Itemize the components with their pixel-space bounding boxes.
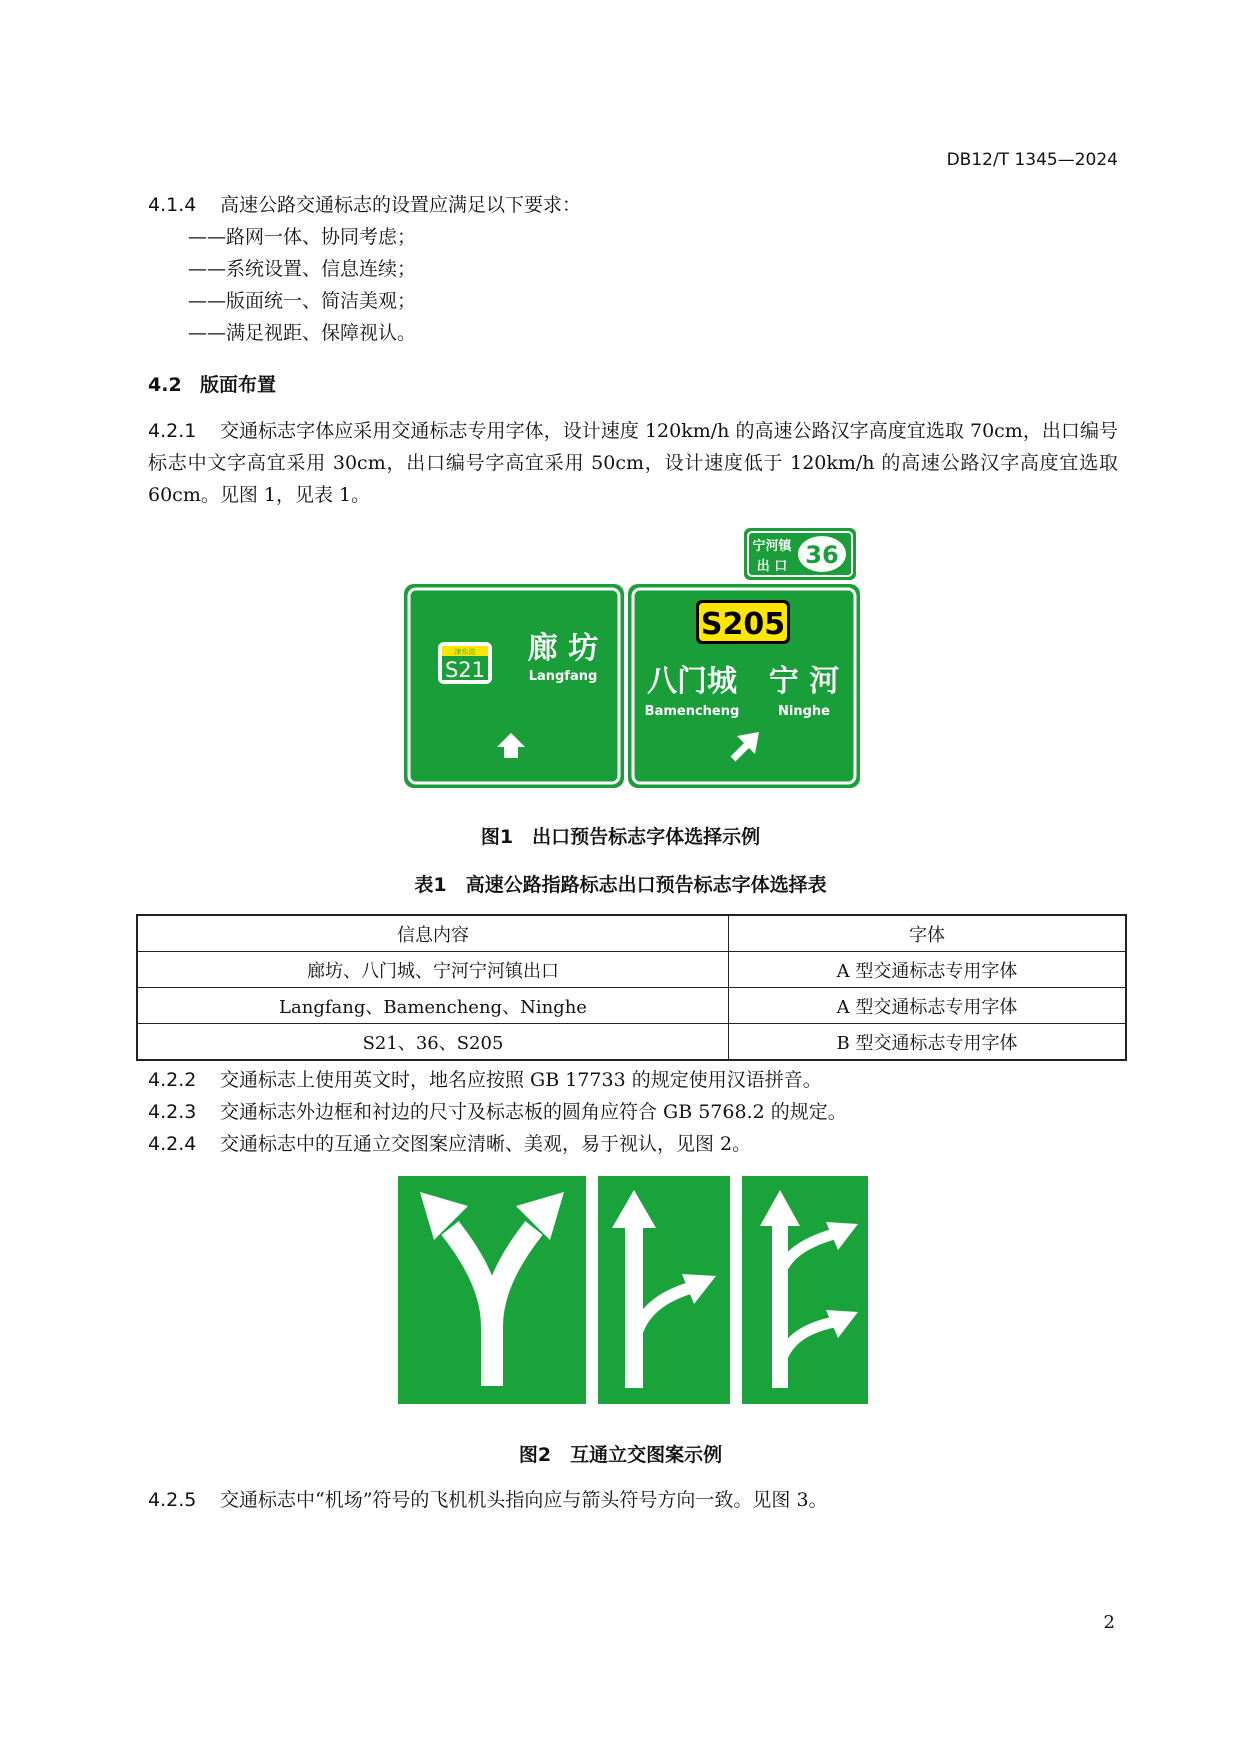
figure-2-caption: 图2 互通立交图案示例 xyxy=(518,1444,723,1466)
document-code: DB12/T 1345—2024 xyxy=(946,150,1118,170)
figure-1-exit-sign xyxy=(400,526,862,790)
clause-text: 交通标志字体应采用交通标志专用字体，设计速度 120km/h 的高速公路汉字高度宜选取 70cm，出口编号标志中文字高宜采用 30cm，出口编号字高宜采用 50cm，设计速度低于 120km/h 的高速公路汉字高度宜选取 60cm。见图 1，见表 1。 xyxy=(148,420,1118,506)
clause-4-2-2 xyxy=(148,1068,822,1092)
table-1-caption: 表1 高速公路指路标志出口预告标志字体选择表 xyxy=(414,874,827,896)
clause-4-2-4 xyxy=(148,1132,751,1156)
figure-2-interchange-patterns xyxy=(398,1176,868,1404)
clause-text: 交通标志外边框和衬边的尺寸及标志板的圆角应符合 GB 5768.2 的规定。 xyxy=(220,1101,847,1123)
clause-number: 4.2.3 xyxy=(148,1101,197,1123)
table-header: 字体 xyxy=(729,915,1127,952)
city-cn: 廊 坊 xyxy=(527,631,599,666)
straight-with-right-branch-arrow-icon xyxy=(598,1176,730,1404)
section-heading xyxy=(148,370,276,397)
table-cell: 廊坊、八门城、宁河宁河镇出口 xyxy=(137,952,729,988)
section-number: 4.2 xyxy=(148,374,182,396)
clause-number: 4.1.4 xyxy=(148,194,197,216)
table-cell: A 型交通标志专用字体 xyxy=(729,988,1127,1024)
table-cell: A 型交通标志专用字体 xyxy=(729,952,1127,988)
exit-label: 出 口 xyxy=(756,559,788,574)
list-item: ——路网一体、协同考虑； xyxy=(188,226,417,248)
clause-number: 4.2.5 xyxy=(148,1489,197,1511)
clause-4-1-4 xyxy=(148,193,581,217)
clause-4-2-3 xyxy=(148,1100,847,1124)
clause-number: 4.2.1 xyxy=(148,420,197,442)
fork-arrow-icon xyxy=(398,1176,586,1404)
font-selection-table xyxy=(136,914,1127,1061)
clause-4-2-1 xyxy=(148,415,1118,511)
table-row xyxy=(137,1024,1126,1061)
list-item: ——系统设置、信息连续； xyxy=(188,258,417,280)
table-header: 信息内容 xyxy=(137,915,729,952)
table-row xyxy=(137,988,1126,1024)
table-cell: S21、36、S205 xyxy=(137,1024,729,1061)
list-item: ——满足视距、保障视认。 xyxy=(188,322,417,344)
shield-top-text: 津东淀 xyxy=(454,648,476,656)
figure-1-caption: 图1 出口预告标志字体选择示例 xyxy=(480,826,761,848)
sign-panel-left xyxy=(404,584,624,788)
city1-cn: 八门城 xyxy=(647,664,737,699)
city1-en: Bamencheng xyxy=(644,704,740,719)
table-cell: Langfang、Bamencheng、Ninghe xyxy=(137,988,729,1024)
clause-text: 高速公路交通标志的设置应满足以下要求： xyxy=(220,194,582,216)
table-cell: B 型交通标志专用字体 xyxy=(729,1024,1127,1061)
table-row xyxy=(137,952,1126,988)
route-shield-s21: S21 xyxy=(444,658,486,682)
city2-en: Ninghe xyxy=(778,704,830,719)
page-number: 2 xyxy=(1103,1612,1115,1633)
exit-number: 36 xyxy=(805,541,839,569)
clause-text: 交通标志中“机场”符号的飞机机头指向应与箭头符号方向一致。见图 3。 xyxy=(220,1489,828,1511)
city2-cn: 宁 河 xyxy=(768,664,840,699)
exit-number-tab xyxy=(744,528,856,580)
straight-with-two-right-branches-arrow-icon xyxy=(742,1176,868,1404)
route-shield-s205: S205 xyxy=(700,607,786,642)
exit-name: 宁河镇 xyxy=(752,539,792,554)
clause-4-2-5 xyxy=(148,1488,828,1512)
section-title: 版面布置 xyxy=(200,374,277,396)
list-item: ——版面统一、简洁美观； xyxy=(188,290,417,312)
sign-panel-right xyxy=(628,584,860,788)
clause-text: 交通标志中的互通立交图案应清晰、美观，易于视认，见图 2。 xyxy=(220,1133,752,1155)
clause-text: 交通标志上使用英文时，地名应按照 GB 17733 的规定使用汉语拼音。 xyxy=(220,1069,822,1091)
clause-number: 4.2.2 xyxy=(148,1069,197,1091)
clause-number: 4.2.4 xyxy=(148,1133,197,1155)
city-en: Langfang xyxy=(528,669,598,684)
table-header-row xyxy=(137,915,1126,952)
